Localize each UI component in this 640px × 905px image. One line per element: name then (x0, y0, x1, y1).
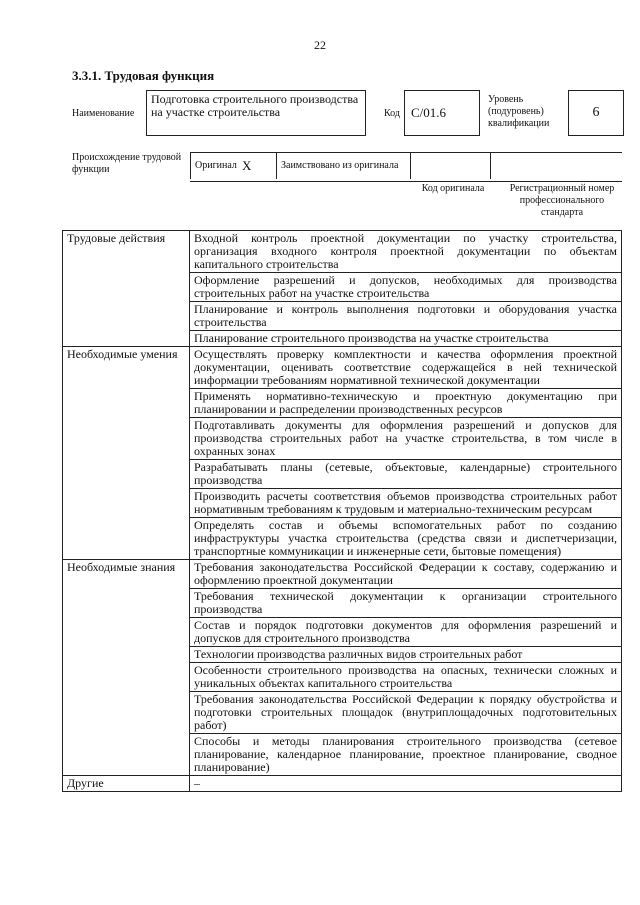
code-label: Код (384, 108, 400, 119)
origin-row (190, 152, 622, 182)
name-value: Подготовка строительного производства на участке строительства (146, 90, 366, 136)
item-cell: Входной контроль проектной документации по участку строительства, организация входного контроля проектной документации по объектам капитального строительства (190, 231, 622, 273)
level-value: 6 (568, 90, 624, 136)
page-number: 22 (314, 38, 326, 52)
item-cell: Требования законодательства Российской Федерации к составу, содержанию и оформлению проектной документации (190, 560, 622, 589)
item-cell: Определять состав и объемы вспомогательных работ по созданию инфраструктуры участка строительства (средства связи и диспетчеризации, транспортные коммуникации и инженерные сети, бытовые помещения) (190, 518, 622, 560)
item-cell: Требования законодательства Российской Федерации к порядку обустройства и подготовки строительных площадок (внутриплощадочных подготовительных работ) (190, 692, 622, 734)
category-cell: Необходимые знания (63, 560, 190, 776)
code-caption: Код оригинала (421, 183, 485, 194)
function-table (62, 230, 622, 792)
borrowed-label: Заимствовано из оригинала (276, 153, 410, 179)
reg-caption: Регистрационный номер профессионального стандарта (509, 183, 615, 218)
item-cell: Технологии производства различных видов строительных работ (190, 647, 622, 663)
level-label: Уровень (подуровень) квалификации (488, 94, 550, 129)
category-cell: Трудовые действия (63, 231, 190, 347)
original-label: Оригинал (190, 153, 238, 179)
original-mark: X (242, 158, 252, 173)
function-table-body (63, 231, 622, 792)
table-row (63, 776, 622, 792)
item-cell: Применять нормативно-техническую и проектную документацию при планировании и распределении производственных ресурсов (190, 389, 622, 418)
item-cell: Состав и порядок подготовки документов для оформления разрешений и допусков для строительного производства (190, 618, 622, 647)
item-cell: Планирование строительного производства на участке строительства (190, 331, 622, 347)
item-cell: Требования технической документации к организации строительного производства (190, 589, 622, 618)
item-cell: Разрабатывать планы (сетевые, объектовые, календарные) строительного производства (190, 460, 622, 489)
table-row (63, 560, 622, 589)
origin-reg-cell (490, 153, 622, 179)
origin-label: Происхождение трудовой функции (72, 152, 182, 175)
item-cell: Планирование и контроль выполнения подготовки и оборудования участка строительства (190, 302, 622, 331)
item-cell: Подготавливать документы для оформления разрешений и допусков для производства строительных работ на участке строительства, в том числе в охранных зонах (190, 418, 622, 460)
item-cell: Производить расчеты соответствия объемов производства строительных работ нормативным требованиям к трудовым и материально-техническим ресурсам (190, 489, 622, 518)
category-cell: Необходимые умения (63, 347, 190, 560)
table-row (63, 231, 622, 273)
item-cell: Осуществлять проверку комплектности и качества оформления проектной документации, оценивать соответствие содержащейся в ней технической информации требованиям нормативной технической документации (190, 347, 622, 389)
item-cell: Особенности строительного производства на опасных, технически сложных и уникальных объектах капитального строительства (190, 663, 622, 692)
item-cell: Способы и методы планирования строительного производства (сетевое планирование, календарное планирование, проектное планирование, сводное планирование) (190, 734, 622, 776)
table-row (63, 347, 622, 389)
item-cell: Оформление разрешений и допусков, необходимых для производства строительных работ на участке строительства (190, 273, 622, 302)
item-cell: – (190, 776, 622, 792)
section-title: 3.3.1. Трудовая функция (72, 68, 215, 83)
code-value: C/01.6 (404, 90, 480, 136)
category-cell: Другие (63, 776, 190, 792)
name-label: Наименование (72, 108, 135, 119)
origin-code-cell (410, 153, 490, 179)
